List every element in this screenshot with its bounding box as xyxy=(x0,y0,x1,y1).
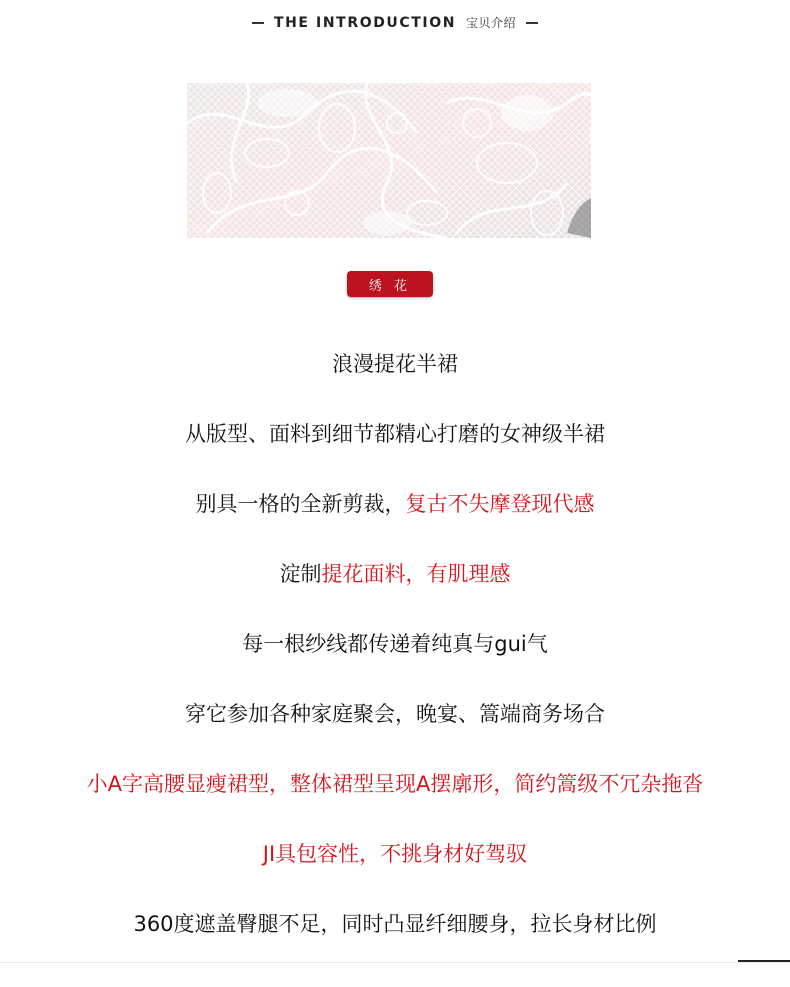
line-9 xyxy=(0,909,790,939)
embroidery-tag xyxy=(347,271,433,297)
line-8-highlight: JI具包容性，不挑身材好驾驭 xyxy=(262,842,528,866)
line-6-text: 穿它参加各种家庭聚会，晚宴、篙端商务场合 xyxy=(185,702,605,726)
line-7 xyxy=(0,769,790,799)
line-6 xyxy=(0,699,790,729)
line-5 xyxy=(0,629,790,659)
line-3 xyxy=(0,489,790,519)
header-right-dash xyxy=(526,22,538,24)
line-9-text: 360度遮盖臀腿不足，同时凸显纤细腰身，拉长身材比例 xyxy=(133,912,657,936)
line-2 xyxy=(0,419,790,449)
section-header xyxy=(0,14,790,31)
lace-fabric-photo xyxy=(187,83,591,238)
line-1-text: 浪漫提花半裙 xyxy=(332,352,458,376)
line-2-text: 从版型、面料到细节都精心打磨的女神级半裙 xyxy=(185,422,605,446)
line-5-text: 每一根纱线都传递着纯真与gui气 xyxy=(242,632,548,656)
line-4-highlight: 提花面料，有肌理感 xyxy=(321,562,511,586)
header-title-cn: 宝贝介绍 xyxy=(466,16,517,30)
bottom-divider xyxy=(0,962,790,963)
line-8 xyxy=(0,839,790,869)
embroidery-tag-label: 绣 花 xyxy=(368,278,412,294)
header-title-en: THE INTRODUCTION xyxy=(273,14,457,31)
line-3-plain: 别具一格的全新剪裁， xyxy=(195,492,406,516)
header-left-dash xyxy=(252,22,264,24)
line-3-highlight: 复古不失摩登现代感 xyxy=(405,492,595,516)
line-1 xyxy=(0,349,790,379)
line-4 xyxy=(0,559,790,589)
line-4-plain: 淀制 xyxy=(279,562,322,586)
line-7-highlight: 小A字高腰显瘦裙型，整体裙型呈现A摆廓形，简约篙级不冗杂拖沓 xyxy=(86,772,704,796)
bottom-corner-mark xyxy=(738,960,790,962)
